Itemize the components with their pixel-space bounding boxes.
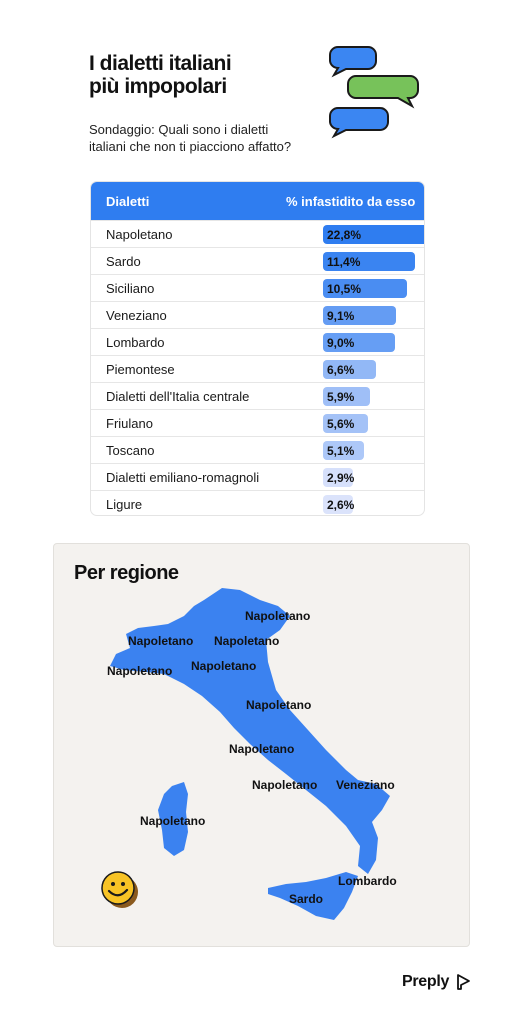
table-header bbox=[91, 182, 425, 220]
percent-value: 9,1% bbox=[327, 309, 355, 323]
preply-logo-icon bbox=[456, 974, 471, 990]
map-region-label: Veneziano bbox=[336, 778, 395, 792]
dialect-name: Veneziano bbox=[106, 308, 167, 323]
dialect-name: Piemontese bbox=[106, 362, 175, 377]
map-region-label: Napoletano bbox=[245, 609, 311, 623]
chat-bubbles-icon bbox=[328, 44, 422, 142]
table-row bbox=[91, 463, 425, 490]
table-row bbox=[91, 382, 425, 409]
dialect-name: Ligure bbox=[106, 497, 143, 512]
title-line-2: più impopolari bbox=[89, 75, 227, 98]
map-region-label: Napoletano bbox=[128, 634, 194, 648]
map-region-label: Sardo bbox=[289, 892, 324, 906]
dialect-table bbox=[90, 181, 425, 516]
percent-value: 5,9% bbox=[327, 390, 355, 404]
title-line-1: I dialetti italiani bbox=[89, 52, 232, 75]
table-row bbox=[91, 409, 425, 436]
page-title bbox=[89, 52, 329, 98]
map-region-label: Napoletano bbox=[229, 742, 295, 756]
table-row bbox=[91, 247, 425, 274]
dialect-name: Friulano bbox=[106, 416, 153, 431]
italy-mainland-shape bbox=[110, 588, 390, 874]
subtitle-line-2: italiani che non ti piacciono affatto? bbox=[89, 139, 292, 154]
table-row bbox=[91, 436, 425, 463]
table-row bbox=[91, 220, 425, 247]
map-region-label: Napoletano bbox=[252, 778, 318, 792]
percent-value: 11,4% bbox=[327, 255, 361, 269]
percent-value: 2,9% bbox=[327, 471, 355, 485]
table-row bbox=[91, 301, 425, 328]
dialect-name: Sardo bbox=[106, 254, 141, 269]
percent-value: 6,6% bbox=[327, 363, 355, 377]
percent-value: 2,6% bbox=[327, 498, 355, 512]
smiley-face-icon bbox=[100, 870, 140, 910]
table-row bbox=[91, 274, 425, 301]
percent-value: 9,0% bbox=[327, 336, 355, 350]
dialect-name: Dialetti dell'Italia centrale bbox=[106, 389, 250, 404]
dialect-name: Toscano bbox=[106, 443, 155, 458]
column-header-percent: % infastidito da esso bbox=[286, 194, 416, 209]
percent-value: 5,1% bbox=[327, 444, 355, 458]
table-row bbox=[91, 328, 425, 355]
percent-value: 10,5% bbox=[327, 282, 362, 296]
map-region-label: Napoletano bbox=[140, 814, 206, 828]
column-header-dialect: Dialetti bbox=[106, 194, 150, 209]
map-region-label: Lombardo bbox=[338, 874, 397, 888]
survey-question bbox=[89, 121, 329, 155]
dialect-name: Lombardo bbox=[106, 335, 165, 350]
percent-value: 5,6% bbox=[327, 417, 355, 431]
map-region-label: Napoletano bbox=[191, 659, 257, 673]
dialect-name: Dialetti emiliano-romagnoli bbox=[106, 470, 260, 485]
map-region-label: Napoletano bbox=[107, 664, 173, 678]
map-region-label: Napoletano bbox=[214, 634, 280, 648]
dialect-name: Siciliano bbox=[106, 281, 155, 296]
brand-name: Preply bbox=[402, 973, 450, 990]
dialect-name: Napoletano bbox=[106, 227, 173, 242]
table-row bbox=[91, 490, 425, 516]
table-row bbox=[91, 355, 425, 382]
map-title: Per regione bbox=[74, 562, 179, 584]
map-region-label: Napoletano bbox=[246, 698, 312, 712]
percent-value: 22,8% bbox=[327, 228, 362, 242]
subtitle-line-1: Sondaggio: Quali sono i dialetti bbox=[89, 122, 269, 137]
